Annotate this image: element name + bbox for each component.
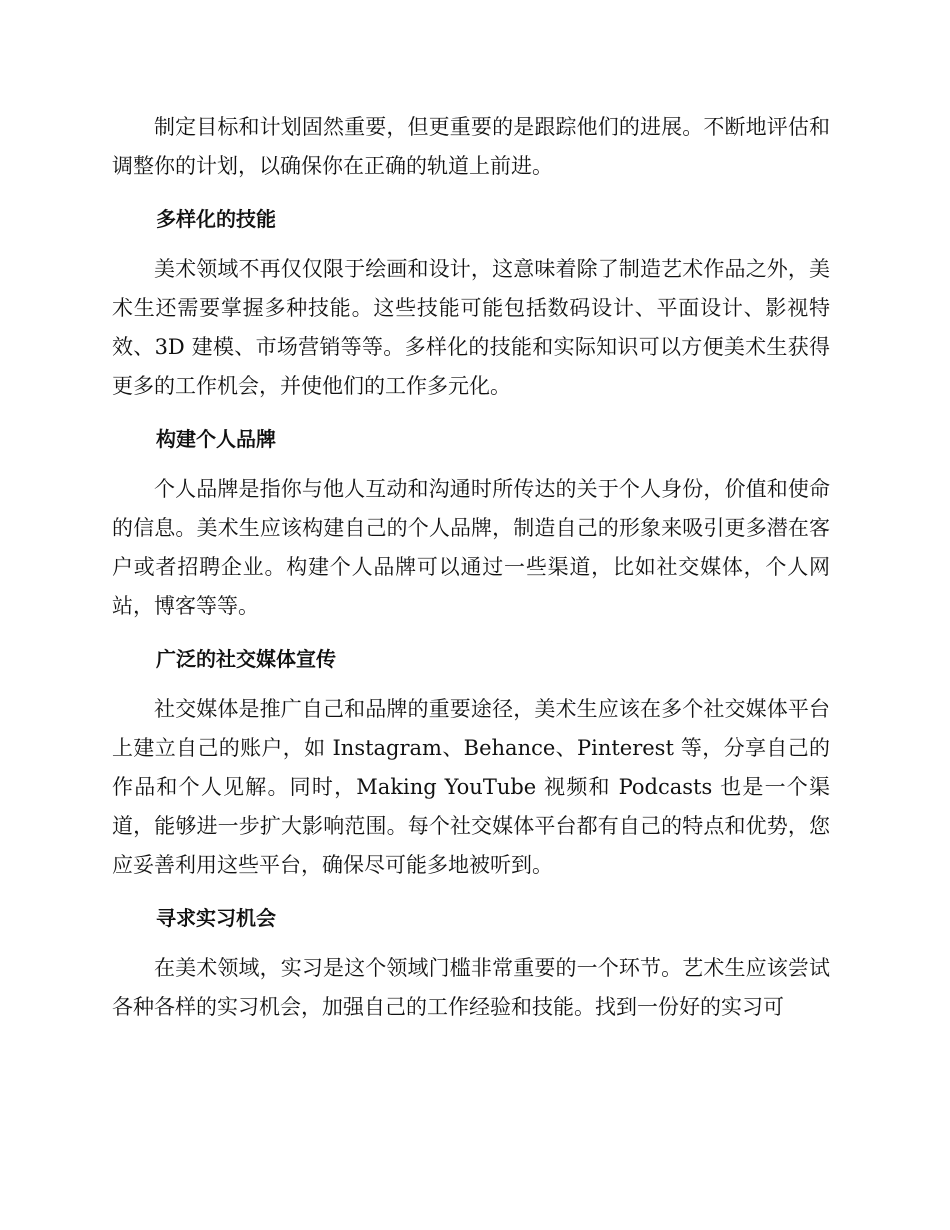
heading-social-media: 广泛的社交媒体宣传 [156,647,336,671]
heading-internship: 寻求实习机会 [156,906,276,930]
paragraph-internship: 在美术领域，实习是这个领域门槛非常重要的一个环节。艺术生应该尝试各种各样的实习机会，加强自己的工作经验和技能。找到一份好的实习可 [112,956,830,1019]
document-page [112,108,830,1037]
paragraph-diverse-skills: 美术领域不再仅仅限于绘画和设计，这意味着除了制造艺术作品之外，美术生还需要掌握多种技能。这些技能可能包括数码设计、平面设计、影视特效、3D 建模、市场营销等等。多样化的技能和实际知识可以方便美术生获得更多的工作机会，并使他们的工作多元化。 [112,257,830,398]
heading-diverse-skills: 多样化的技能 [156,207,276,231]
paragraph-progress-tracking: 制定目标和计划固然重要，但更重要的是跟踪他们的进展。不断地评估和调整你的计划，以确保你在正确的轨道上前进。 [112,115,830,178]
paragraph-social-media: 社交媒体是推广自己和品牌的重要途径，美术生应该在多个社交媒体平台上建立自己的账户，如 Instagram、Behance、Pinterest 等，分享自己的作品和个人见解。同时，Making YouTube 视频和 Podcasts 也是一个渠道，能够进一步扩大影响范围。每个社交媒体平台都有自己的特点和优势，您应妥善利用这些平台，确保尽可能多地被听到。 [112,697,830,877]
heading-personal-brand: 构建个人品牌 [156,427,276,451]
paragraph-personal-brand: 个人品牌是指你与他人互动和沟通时所传达的关于个人身份，价值和使命的信息。美术生应该构建自己的个人品牌，制造自己的形象来吸引更多潜在客户或者招聘企业。构建个人品牌可以通过一些渠道，比如社交媒体，个人网站，博客等等。 [112,477,830,618]
